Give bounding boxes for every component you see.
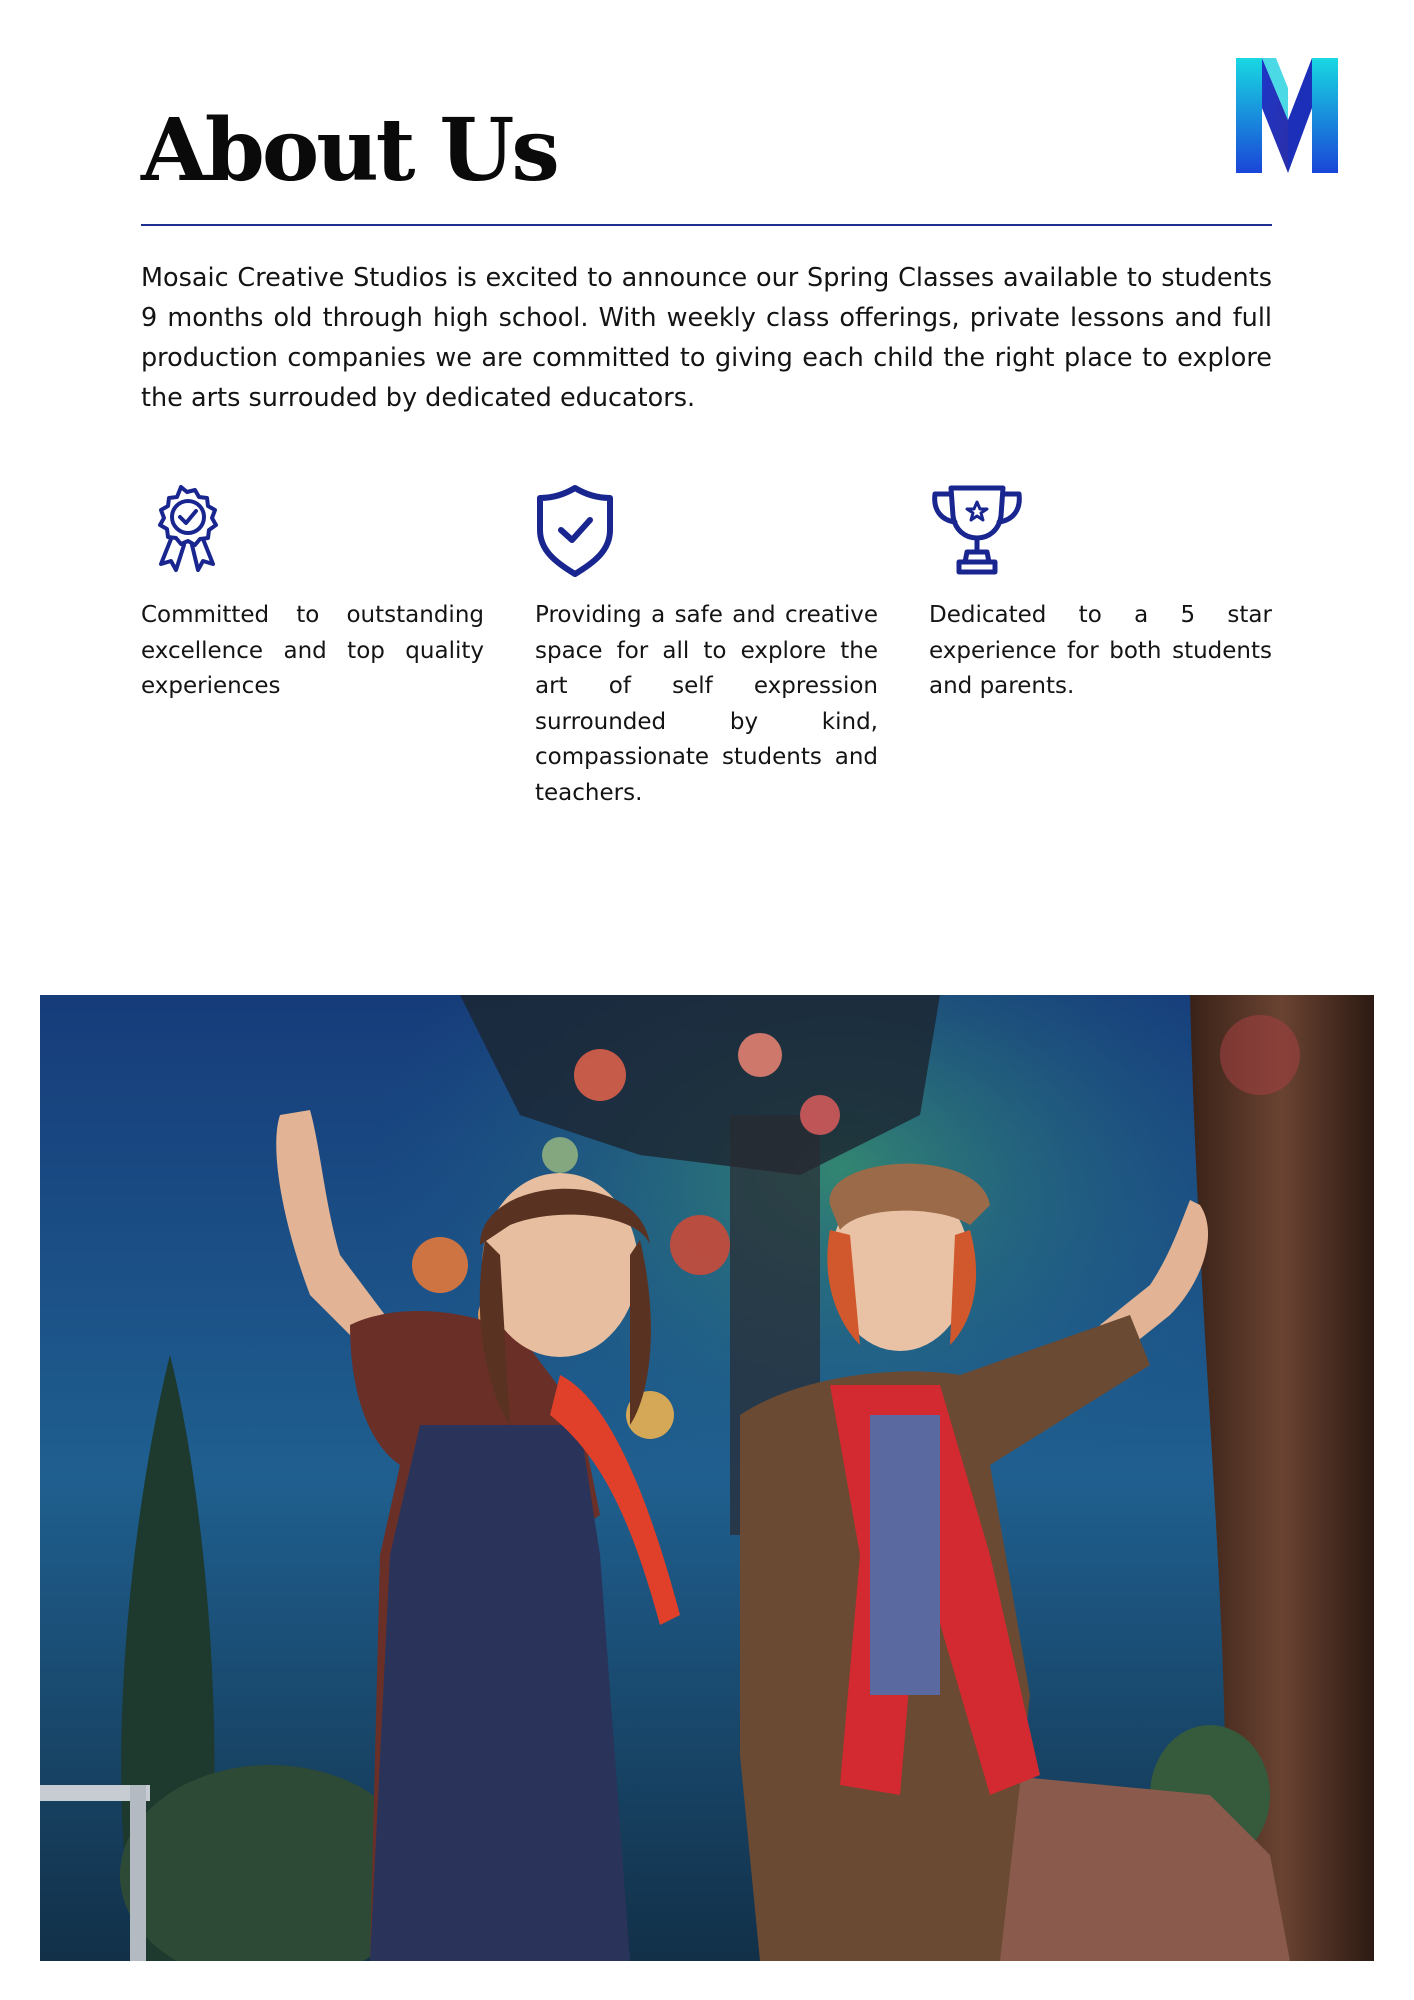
feature-text: Providing a safe and creative space for all to explore the art of self expression surrounded by kind, compassionate students and teachers. — [535, 602, 878, 806]
page-title: About Us — [141, 100, 557, 201]
feature-text: Committed to outstanding excellence and top quality experiences — [141, 602, 484, 700]
stage-performance-photo — [40, 995, 1374, 1961]
intro-paragraph: Mosaic Creative Studios is excited to announce our Spring Classes available to students 9 months old through high school. With weekly class offerings, private lessons and full production companies we are committed to giving each child the right place to explore the arts surrouded by dedicated educators. — [141, 263, 1272, 413]
trophy-star-icon — [929, 482, 1029, 582]
feature-text: Dedicated to a 5 star experience for both students and parents. — [929, 602, 1272, 700]
m-logo-icon — [1236, 58, 1338, 173]
feature-excellence — [141, 482, 484, 705]
title-divider — [141, 224, 1272, 226]
award-ribbon-icon — [141, 482, 241, 582]
feature-safe-space — [535, 482, 878, 812]
shield-check-icon — [535, 482, 635, 582]
feature-five-star — [929, 482, 1272, 705]
